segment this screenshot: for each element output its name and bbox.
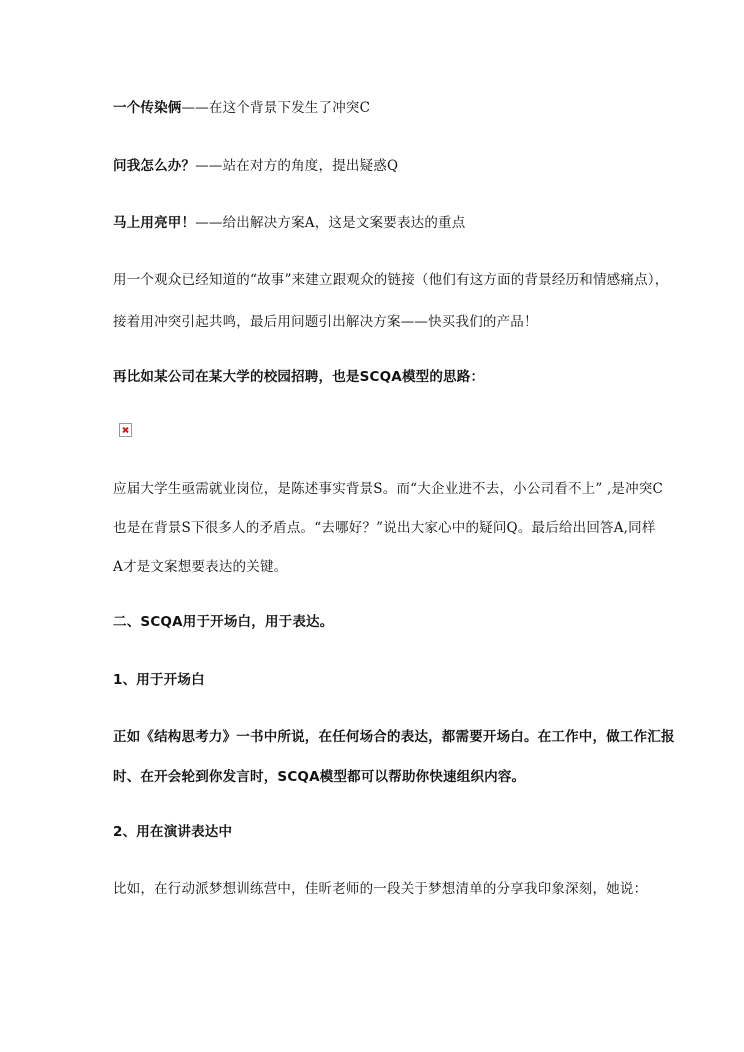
subsection-heading: 1、用于开场白 bbox=[113, 672, 205, 688]
bold-paragraph-line: 时、在开会轮到你发言时，SCQA模型都可以帮助你快速组织内容。 bbox=[113, 769, 526, 785]
conflict-rest: ——在这个背景下发生了冲突C bbox=[181, 100, 371, 116]
answer-line bbox=[113, 213, 465, 233]
paragraph-line: A才是文案想要表达的关键。 bbox=[113, 559, 288, 575]
subsection-heading: 2、用在演讲表达中 bbox=[113, 824, 233, 840]
question-line bbox=[113, 156, 398, 176]
answer-bold: 马上用亮甲！ bbox=[113, 215, 196, 231]
bold-paragraph-line: 正如《结构思考力》一书中所说，在任何场合的表达，都需要开场白。在工作中，做工作汇报 bbox=[113, 729, 675, 745]
paragraph-line: 比如，在行动派梦想训练营中，佳昕老师的一段关于梦想清单的分享我印象深刻，她说： bbox=[113, 881, 648, 897]
paragraph-line: 接着用冲突引起共鸣，最后用问题引出解决方案——快买我们的产品！ bbox=[113, 314, 538, 330]
conflict-bold: 一个传染俩 bbox=[113, 100, 182, 116]
paragraph-line: 用一个观众已经知道的“故事”来建立跟观众的链接（他们有这方面的背景经历和情感痛点）， bbox=[113, 272, 669, 288]
section-heading: 再比如某公司在某大学的校园招聘，也是SCQA模型的思路： bbox=[113, 369, 485, 385]
conflict-line bbox=[113, 98, 370, 118]
paragraph-line: 应届大学生亟需就业岗位，是陈述事实背景S。而“大企业进不去，小公司看不上” ,是冲突C bbox=[113, 481, 664, 497]
question-bold: 问我怎么办？ bbox=[113, 158, 196, 174]
answer-rest: ——给出解决方案A，这是文案要表达的重点 bbox=[195, 215, 466, 231]
broken-image-icon bbox=[119, 423, 132, 437]
paragraph-line: 也是在背景S下很多人的矛盾点。“去哪好？”说出大家心中的疑问Q。最后给出回答A,同样 bbox=[113, 520, 656, 536]
question-rest: ——站在对方的角度，提出疑惑Q bbox=[195, 158, 399, 174]
section-heading: 二、SCQA用于开场白，用于表达。 bbox=[113, 614, 334, 630]
